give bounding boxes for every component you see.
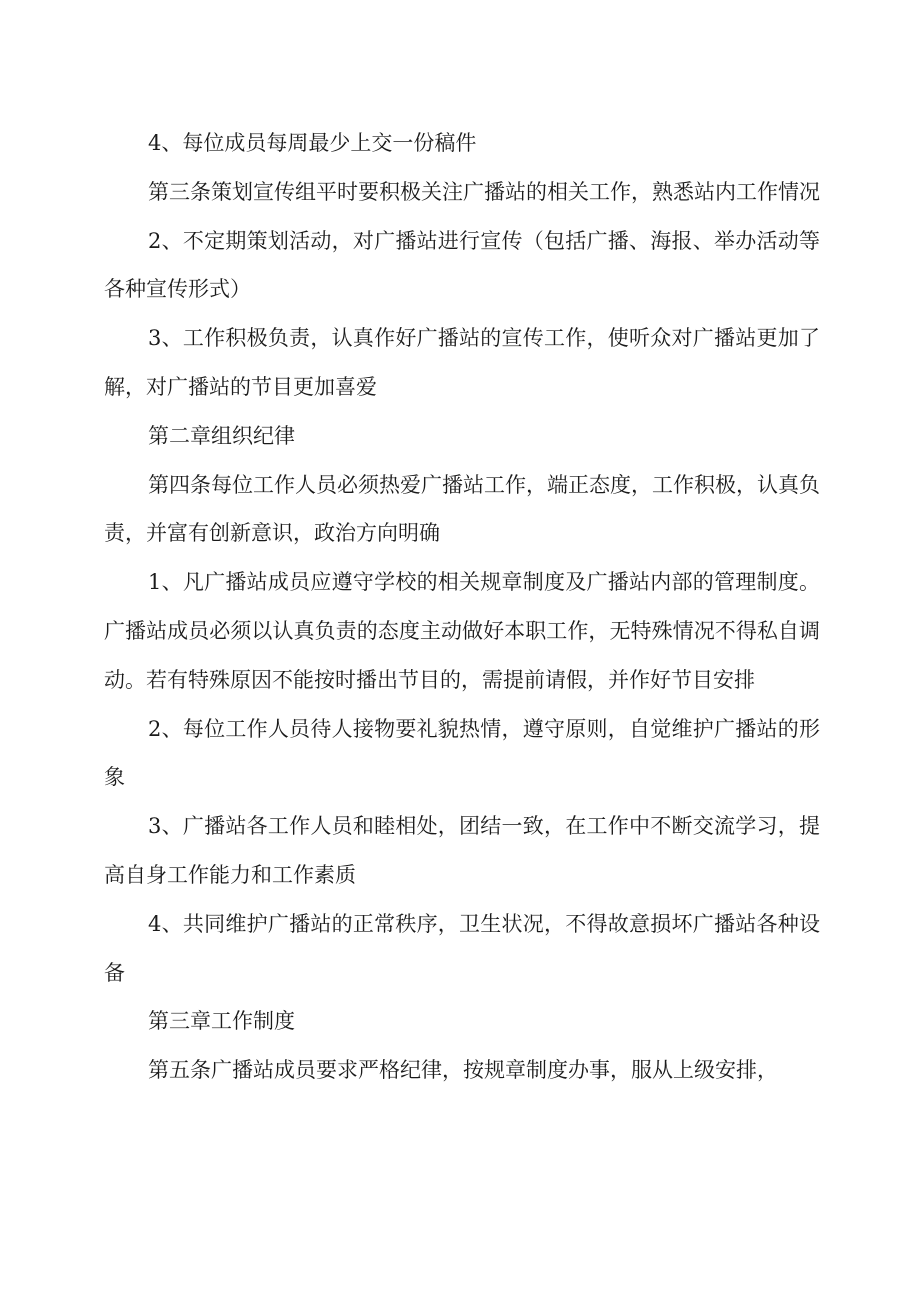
paragraph-article-4: 第四条每位工作人员必须热爱广播站工作，端正态度，工作积极，认真负责，并富有创新意识，政治方向明确 [104, 472, 820, 546]
chapter-heading-2: 第二章组织纪律 [148, 423, 295, 448]
paragraph-item-1-rules: 1、凡广播站成员应遵守学校的相关规章制度及广播站内部的管理制度。广播站成员必须以认真负责的态度主动做好本职工作，无特殊情况不得私自调动。若有特殊原因不能按时播出节目的，需提前请假，并作好节目安排 [104, 570, 820, 692]
paragraph-article-5: 第五条广播站成员要求严格纪律，按规章制度办事，服从上级安排， [148, 1058, 778, 1083]
chapter-heading-3: 第三章工作制度 [148, 1009, 295, 1034]
paragraph-item-3-publicity: 3、工作积极负责，认真作好广播站的宣传工作，使听众对广播站更加了解，对广播站的节目更加喜爱 [104, 326, 820, 399]
paragraph-item-3-unity: 3、广播站各工作人员和睦相处，团结一致，在工作中不断交流学习，提高自身工作能力和工作素质 [104, 814, 820, 887]
document-body [104, 119, 820, 1095]
paragraph-article-3: 第三条策划宣传组平时要积极关注广播站的相关工作，熟悉站内工作情况 [148, 179, 820, 204]
paragraph-item-2-manners: 2、每位工作人员待人接物要礼貌热情，遵守原则，自觉维护广播站的形象 [104, 716, 820, 790]
paragraph-item-4-manuscript: 4、每位成员每周最少上交一份稿件 [148, 131, 477, 155]
paragraph-item-4-order: 4、共同维护广播站的正常秩序，卫生状况，不得故意损坏广播站各种设备 [104, 911, 820, 985]
paragraph-item-2-activities: 2、不定期策划活动，对广播站进行宣传（包括广播、海报、举办活动等各种宣传形式） [104, 228, 820, 302]
